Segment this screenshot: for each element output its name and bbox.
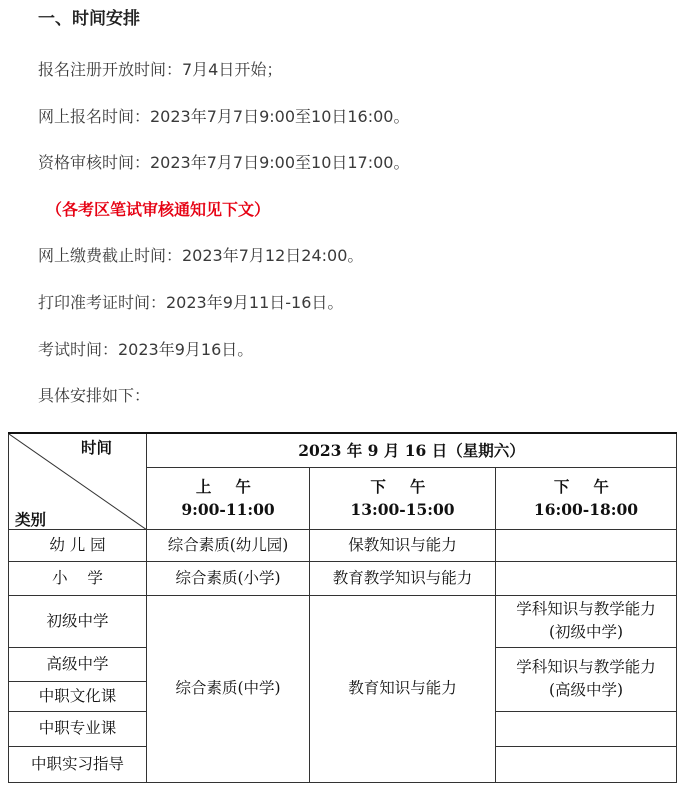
category-kindergarten: 幼 儿 园 xyxy=(9,529,147,561)
session-1-header xyxy=(147,467,310,529)
notice-line: （各考区笔试审核通知见下文） xyxy=(46,200,271,219)
payment-deadline-line: 网上缴费截止时间：2023年7月12日24:00。 xyxy=(38,246,364,265)
session-2-header xyxy=(310,467,496,529)
session-2-time: 13:00-15:00 xyxy=(350,500,455,519)
category-voc-culture: 中职文化课 xyxy=(9,681,147,711)
primary-session-3 xyxy=(496,561,677,595)
exam-time-line: 考试时间：2023年9月16日。 xyxy=(38,340,254,359)
registration-open-line: 报名注册开放时间：7月4日开始； xyxy=(38,60,283,79)
category-junior: 初级中学 xyxy=(9,595,147,647)
exam-schedule-table xyxy=(8,432,677,783)
session-3-label: 下 午 xyxy=(553,477,619,496)
corner-category-label: 类别 xyxy=(15,510,47,529)
section-title: 一、时间安排 xyxy=(38,9,140,29)
exam-date-header: 2023 年 9 月 16 日（星期六） xyxy=(147,433,677,467)
kindergarten-session-1: 综合素质(幼儿园) xyxy=(147,529,310,561)
arrangement-intro-line: 具体安排如下： xyxy=(38,386,151,405)
category-voc-major: 中职专业课 xyxy=(9,711,147,746)
session-2-label: 下 午 xyxy=(370,477,435,496)
category-primary: 小 学 xyxy=(9,561,147,595)
primary-session-2: 教育教学知识与能力 xyxy=(310,561,496,595)
corner-header-cell xyxy=(9,433,147,529)
online-registration-line: 网上报名时间：2023年7月7日9:00至10日16:00。 xyxy=(38,107,410,126)
middle-session-2: 教育知识与能力 xyxy=(310,595,496,782)
session-1-label: 上 午 xyxy=(195,477,261,496)
qualification-review-line: 资格审核时间：2023年7月7日9:00至10日17:00。 xyxy=(38,153,410,172)
category-senior: 高级中学 xyxy=(9,647,147,681)
session-3-header xyxy=(496,467,677,529)
voc-practice-session-3 xyxy=(496,746,677,782)
kindergarten-session-3 xyxy=(496,529,677,561)
junior-session-3: 学科知识与教学能力 (初级中学) xyxy=(496,595,677,647)
kindergarten-session-2: 保教知识与能力 xyxy=(310,529,496,561)
middle-session-1: 综合素质(中学) xyxy=(147,595,310,782)
table-row xyxy=(9,561,677,595)
table-row xyxy=(9,595,677,647)
session-3-time: 16:00-18:00 xyxy=(533,500,639,519)
voc-major-session-3 xyxy=(496,711,677,746)
print-admission-line: 打印准考证时间：2023年9月11日-16日。 xyxy=(38,293,344,312)
category-voc-practice: 中职实习指导 xyxy=(9,746,147,782)
session-1-time: 9:00-11:00 xyxy=(181,500,275,519)
senior-session-3: 学科知识与教学能力 (高级中学) xyxy=(496,647,677,711)
primary-session-1: 综合素质(小学) xyxy=(147,561,310,595)
corner-time-label: 时间 xyxy=(81,438,113,457)
table-row xyxy=(9,529,677,561)
